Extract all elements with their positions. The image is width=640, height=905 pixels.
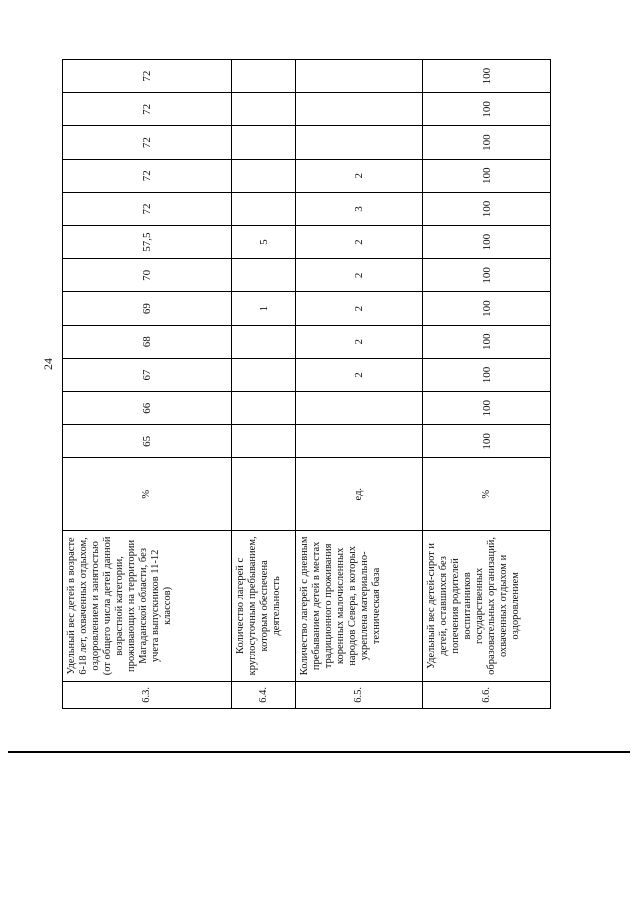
indicator-name: Количество лагерей с круглосуточным пребыванием, которым обеспечена деятельность [232, 530, 296, 681]
page-number: 24 [41, 358, 55, 370]
value-cell: 2 [296, 259, 423, 292]
indicator-name: Количество лагерей с дневным пребыванием детей в местах традиционного проживания коренных малочисленных народов Севера, в которых укреплена материально-техническая база [296, 530, 423, 681]
value-cell [232, 325, 296, 358]
value-cell: 100 [423, 325, 551, 358]
unit-cell: ед. [296, 458, 423, 530]
value-cell: 100 [423, 425, 551, 458]
value-cell [232, 392, 296, 425]
row-number: 6.4. [232, 681, 296, 708]
value-cell [232, 126, 296, 159]
table-row-6-5 [296, 60, 423, 709]
value-cell [296, 425, 423, 458]
value-cell [296, 392, 423, 425]
value-cell: 70 [63, 259, 232, 292]
indicator-name: Удельный вес детей-сирот и детей, оставшихся без попечения родителей воспитанников государственных образовательных организаций, охваченных отдыхом и оздоровлением [423, 530, 551, 681]
value-cell: 100 [423, 259, 551, 292]
value-cell: 5 [232, 226, 296, 259]
value-cell [232, 60, 296, 93]
value-cell: 72 [63, 126, 232, 159]
value-cell [232, 259, 296, 292]
value-cell: 100 [423, 93, 551, 126]
value-cell: 72 [63, 93, 232, 126]
value-cell [296, 126, 423, 159]
table-row-6-6 [423, 60, 551, 709]
value-cell: 100 [423, 292, 551, 325]
value-cell: 100 [423, 392, 551, 425]
value-cell [232, 358, 296, 391]
value-cell: 2 [296, 226, 423, 259]
value-cell [296, 60, 423, 93]
value-cell: 100 [423, 126, 551, 159]
value-cell [296, 93, 423, 126]
value-cell [232, 192, 296, 225]
value-cell: 67 [63, 358, 232, 391]
value-cell: 3 [296, 192, 423, 225]
unit-cell: % [423, 458, 551, 530]
value-cell: 72 [63, 159, 232, 192]
unit-cell: % [63, 458, 232, 530]
row-number: 6.5. [296, 681, 423, 708]
value-cell: 100 [423, 358, 551, 391]
value-cell: 68 [63, 325, 232, 358]
value-cell: 2 [296, 159, 423, 192]
value-cell: 2 [296, 358, 423, 391]
footer-divider [8, 751, 630, 753]
unit-cell [232, 458, 296, 530]
value-cell: 66 [63, 392, 232, 425]
value-cell [232, 425, 296, 458]
value-cell: 2 [296, 292, 423, 325]
indicator-table [62, 59, 550, 709]
value-cell: 72 [63, 60, 232, 93]
value-cell: 100 [423, 226, 551, 259]
row-number: 6.6. [423, 681, 551, 708]
row-number: 6.3. [63, 681, 232, 708]
value-cell: 72 [63, 192, 232, 225]
value-cell: 100 [423, 159, 551, 192]
value-cell: 100 [423, 60, 551, 93]
indicator-name: Удельный вес детей в возрасте 6-18 лет, охваченных отдыхом, оздоровлением и занятостью (от общего числа детей данной возрастной категории, проживающих на территории Магаданской области, без учета выпускников 11-12 классов) [63, 530, 232, 681]
value-cell: 69 [63, 292, 232, 325]
table-row-6-4 [232, 60, 296, 709]
value-cell: 65 [63, 425, 232, 458]
value-cell: 2 [296, 325, 423, 358]
value-cell: 100 [423, 192, 551, 225]
value-cell [232, 93, 296, 126]
value-cell: 57,5 [63, 226, 232, 259]
table-row-6-3 [63, 60, 232, 709]
value-cell: 1 [232, 292, 296, 325]
value-cell [232, 159, 296, 192]
